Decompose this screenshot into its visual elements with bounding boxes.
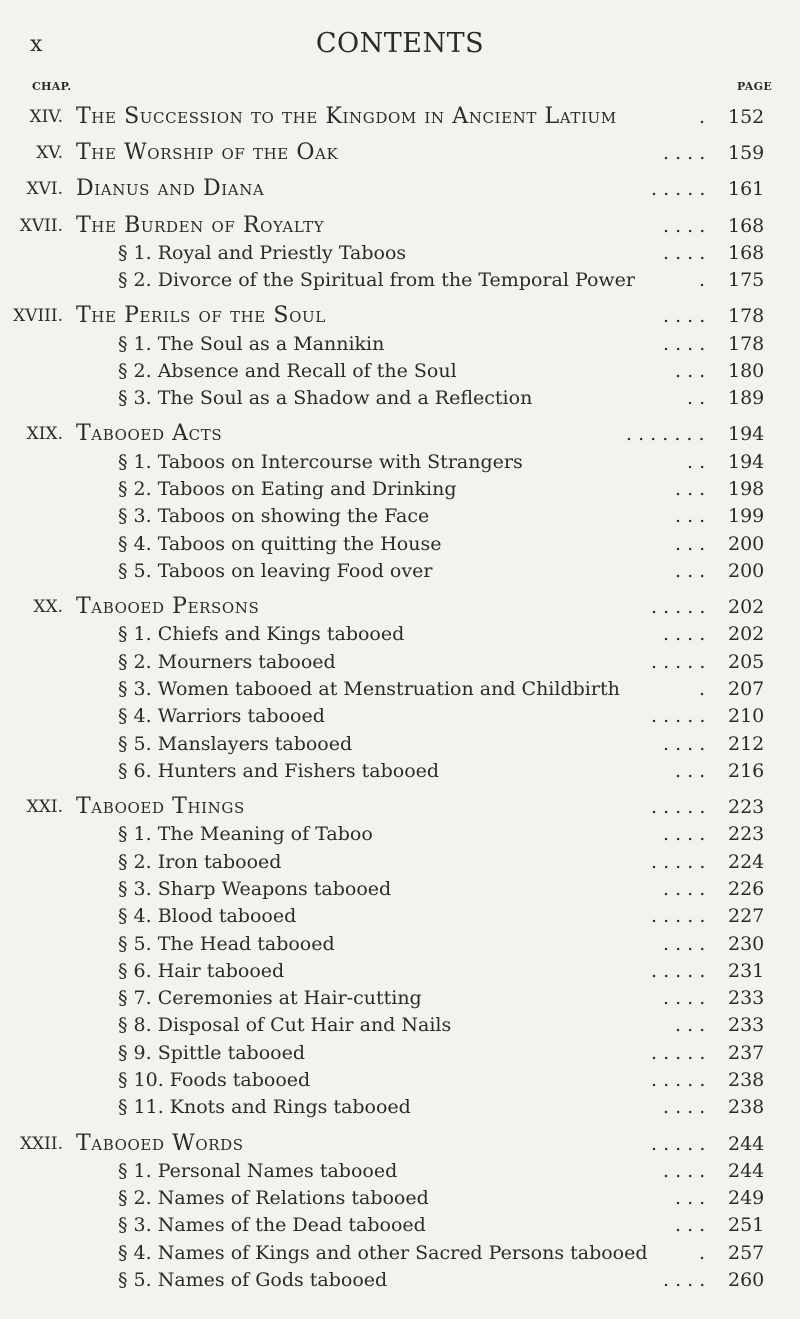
toc-section-entry [0,754,800,788]
chapter-title: Dianus and Diana [76,176,265,202]
leader-dots: . . . . [663,823,706,846]
section-title: § 1. Chiefs and Kings tabooed [118,623,405,646]
page-reference: 210 [728,705,765,728]
toc-chapter-entry [0,136,800,170]
page-reference: 223 [728,796,765,819]
leader-dots: . . . [675,1014,706,1037]
chapter-number: XVI. [26,179,63,200]
chapter-title: Tabooed Words [76,1130,244,1156]
leader-dots: . . . . . [651,1132,706,1155]
leader-dots: . . . . [663,732,706,755]
toc-chapter-entry [0,172,800,206]
leader-dots: . . . . [663,305,706,328]
page-reference: 200 [728,559,765,582]
leader-dots: . [699,678,706,700]
toc-section-entry [0,554,800,588]
leader-dots: . . . . . [651,959,706,982]
section-title: § 11. Knots and Rings tabooed [118,1096,411,1119]
section-title: § 5. The Head tabooed [118,932,335,955]
column-header-chap: CHAP. [32,80,72,93]
page-reference: 224 [728,850,765,873]
page-reference: 180 [728,359,765,382]
page-reference: 226 [728,877,765,900]
page-reference: 178 [728,332,765,355]
toc-section-entry [0,1090,800,1124]
section-title: § 5. Names of Gods tabooed [118,1269,388,1291]
section-title: § 10. Foods tabooed [118,1069,311,1092]
leader-dots: . . . [675,1214,706,1237]
chapter-number: XXII. [19,1133,63,1154]
leader-dots: . . . [675,1187,706,1210]
page-reference: 233 [728,1014,765,1037]
section-title: § 4. Warriors tabooed [118,705,325,728]
leader-dots: . . . . . [651,905,706,928]
section-title: § 3. The Soul as a Shadow and a Reflection [118,387,533,410]
leader-dots: . . . . . [651,596,706,619]
toc-chapter-entry [0,100,800,134]
page-reference: 223 [728,823,765,846]
page-reference: 178 [728,305,765,328]
leader-dots: . . . . [663,987,706,1010]
leader-dots: . . . . [663,1269,706,1291]
section-title: § 2. Taboos on Eating and Drinking [118,478,457,501]
chapter-title: Tabooed Things [76,794,245,820]
page-reference: 212 [728,732,765,755]
leader-dots: . [699,269,706,292]
leader-dots: . . [687,387,706,410]
leader-dots: . . . . [663,623,706,646]
running-head: CONTENTS [315,28,485,59]
page-reference: 237 [728,1041,765,1064]
column-header-page: PAGE [737,80,772,93]
chapter-number: XVII. [19,215,63,236]
page-reference: 244 [728,1159,765,1182]
page-reference: 227 [728,905,765,928]
page-reference: 205 [728,650,765,673]
page-reference: 238 [728,1069,765,1092]
page-reference: 257 [728,1241,765,1264]
page-reference: 198 [728,478,765,501]
leader-dots: . . . . [663,142,706,165]
leader-dots: . . . [675,559,706,582]
chapter-number: XXI. [26,797,63,818]
page-reference: 244 [728,1132,765,1155]
section-title: § 4. Names of Kings and other Sacred Persons tabooed [118,1241,648,1264]
page-reference: 238 [728,1096,765,1119]
chapter-number: XX. [33,597,63,618]
page-reference: 152 [728,106,765,128]
leader-dots: . . . . . . . [626,423,705,446]
chapter-title: The Succession to the Kingdom in Ancient Latium [76,104,617,129]
page-reference: 199 [728,505,765,528]
chapter-title: The Worship of the Oak [76,140,339,166]
page-reference: 260 [728,1269,765,1291]
page-reference: 194 [728,423,765,446]
leader-dots: . . . . . [651,178,706,201]
section-title: § 2. Divorce of the Spiritual from the Temporal Power [118,269,635,292]
leader-dots: . . . [675,532,706,555]
page-reference: 168 [728,214,765,237]
page-reference: 175 [728,269,765,292]
leader-dots: . . . . [663,932,706,955]
page-reference: 202 [728,596,765,619]
page-reference: 161 [728,178,765,201]
section-title: § 7. Ceremonies at Hair-cutting [118,987,422,1010]
page-reference: 249 [728,1187,765,1210]
chapter-number: XVIII. [13,306,63,327]
section-title: § 9. Spittle tabooed [118,1041,306,1064]
section-title: § 3. Taboos on showing the Face [118,505,430,528]
page-reference: 202 [728,623,765,646]
leader-dots: . . . [675,759,706,782]
section-title: § 3. Sharp Weapons tabooed [118,877,392,900]
leader-dots: . . . . [663,1096,706,1119]
chapter-number: XIV. [29,107,63,127]
section-title: § 3. Women tabooed at Menstruation and Childbirth [118,678,620,700]
page-reference: 207 [728,678,765,700]
section-title: § 5. Manslayers tabooed [118,732,353,755]
page-reference: 231 [728,959,765,982]
leader-dots: . [699,1241,706,1264]
chapter-title: Tabooed Persons [76,594,260,620]
section-title: § 2. Mourners tabooed [118,650,336,673]
leader-dots: . . . . . [651,796,706,819]
leader-dots: . . . . . [651,1041,706,1064]
page-reference: 216 [728,759,765,782]
chapter-title: The Burden of Royalty [76,212,325,238]
leader-dots: . . . . . [651,1069,706,1092]
leader-dots: . . . [675,505,706,528]
section-title: § 6. Hair tabooed [118,959,285,982]
section-title: § 2. Iron tabooed [118,850,282,873]
page-number: x [30,32,43,57]
leader-dots: . . . . [663,241,706,264]
section-title: § 2. Absence and Recall of the Soul [118,359,457,382]
leader-dots: . [699,106,706,128]
leader-dots: . . . . [663,1159,706,1182]
page-reference: 189 [728,387,765,410]
section-title: § 1. Royal and Priestly Taboos [118,241,407,264]
leader-dots: . . . [675,478,706,501]
section-title: § 4. Blood tabooed [118,905,297,928]
section-title: § 1. Personal Names tabooed [118,1159,398,1182]
leader-dots: . . . . [663,877,706,900]
section-title: § 1. Taboos on Intercourse with Strangers [118,450,523,473]
page-reference: 233 [728,987,765,1010]
toc-section-entry [0,1263,800,1297]
page-reference: 194 [728,450,765,473]
leader-dots: . . . [675,359,706,382]
section-title: § 4. Taboos on quitting the House [118,532,442,555]
section-title: § 1. The Meaning of Taboo [118,823,373,846]
section-title: § 3. Names of the Dead tabooed [118,1214,426,1237]
section-title: § 1. The Soul as a Mannikin [118,332,385,355]
chapter-number: XIX. [26,424,63,445]
page-reference: 251 [728,1214,765,1237]
page-reference: 200 [728,532,765,555]
section-title: § 6. Hunters and Fishers tabooed [118,759,440,782]
page-reference: 168 [728,241,765,264]
page-reference: 230 [728,932,765,955]
chapter-title: The Perils of the Soul [76,303,326,329]
section-title: § 8. Disposal of Cut Hair and Nails [118,1014,452,1037]
toc-section-entry [0,263,800,297]
chapter-number: XV. [36,143,63,164]
leader-dots: . . . . . [651,705,706,728]
leader-dots: . . . . [663,332,706,355]
page-reference: 159 [728,142,765,165]
section-title: § 5. Taboos on leaving Food over [118,559,433,582]
leader-dots: . . . . . [651,650,706,673]
leader-dots: . . [687,450,706,473]
leader-dots: . . . . [663,214,706,237]
chapter-title: Tabooed Acts [76,421,223,447]
section-title: § 2. Names of Relations tabooed [118,1187,429,1210]
leader-dots: . . . . . [651,850,706,873]
toc-section-entry [0,381,800,415]
